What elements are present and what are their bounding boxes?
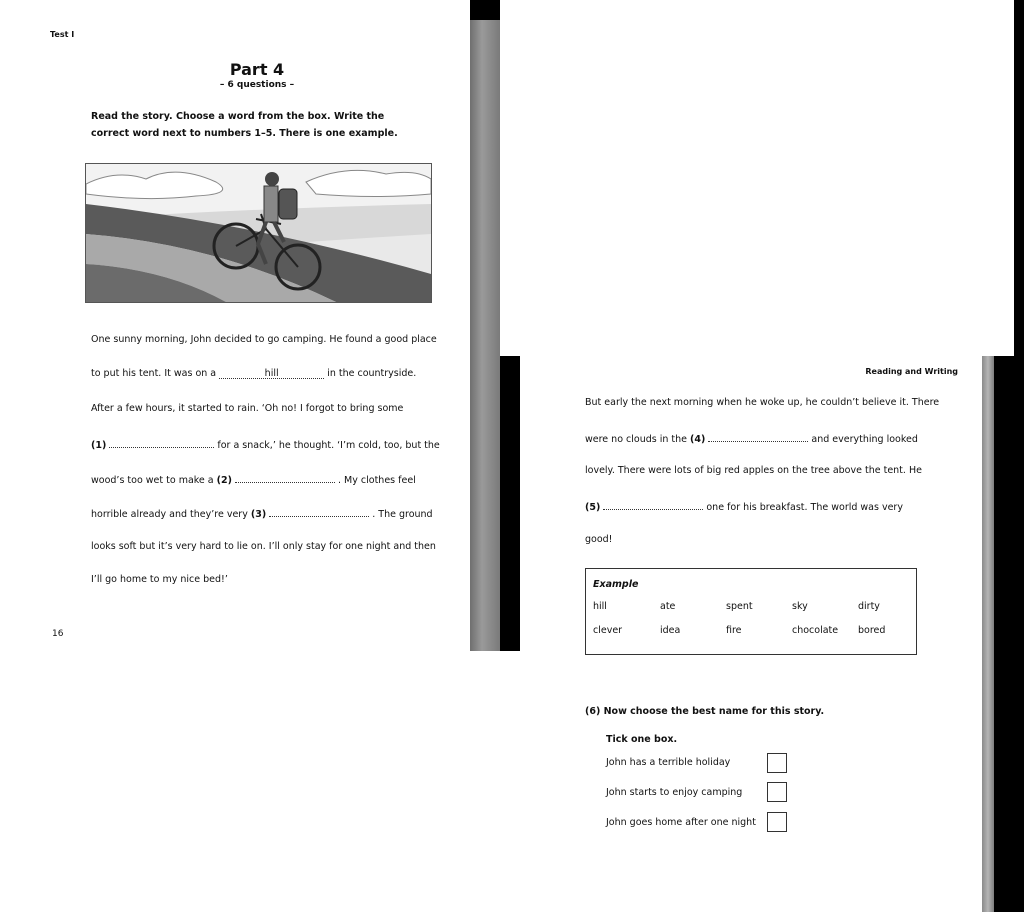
section-header: Reading and Writing — [865, 367, 958, 376]
page-number: 16 — [52, 629, 64, 639]
word-box-label: Example — [593, 579, 639, 590]
tick-box-2[interactable] — [767, 782, 787, 802]
word-box-word: hill — [593, 601, 607, 612]
answer-blank-4[interactable] — [708, 431, 808, 442]
question-number: (1) — [91, 440, 107, 451]
story-text: to put his tent. It was on a — [91, 368, 217, 379]
left-page — [0, 0, 470, 651]
story-line-6 — [91, 506, 433, 520]
story-line-5 — [91, 472, 416, 486]
word-box — [585, 568, 917, 655]
tick-box-1[interactable] — [767, 753, 787, 773]
story-line-2 — [585, 431, 918, 445]
story-text: . The ground — [372, 509, 433, 520]
book-spine — [982, 356, 994, 912]
question-number: (5) — [585, 502, 601, 513]
story-text: wood’s too wet to make a — [91, 475, 214, 486]
story-line-4 — [91, 437, 440, 451]
story-text: horrible already and they’re very — [91, 509, 248, 520]
example-answer: hill — [219, 368, 324, 379]
option-label: John has a terrible holiday — [606, 757, 731, 768]
answer-blank-1[interactable] — [109, 437, 214, 448]
story-line-2 — [91, 368, 416, 379]
story-line-1: But early the next morning when he woke up, he couldn’t believe it. There — [585, 397, 940, 408]
story-line-4 — [585, 499, 903, 513]
word-box-word: sky — [792, 601, 808, 612]
question-6-prompt: (6) Now choose the best name for this story. — [585, 706, 825, 717]
word-box-word: clever — [593, 625, 623, 636]
word-box-word: idea — [660, 625, 681, 636]
part-title: Part 4 — [229, 60, 285, 79]
word-box-word: bored — [858, 625, 886, 636]
word-box-word: chocolate — [792, 625, 839, 636]
question-number: (4) — [690, 434, 706, 445]
question-number: (3) — [250, 509, 267, 520]
word-box-word: ate — [660, 601, 676, 612]
option-label: John goes home after one night — [606, 817, 756, 828]
story-text: and everything looked — [811, 434, 918, 445]
story-text: in the countryside. — [327, 368, 417, 379]
story-line-3: After a few hours, it started to rain. ‘Oh no! I forgot to bring some — [91, 403, 404, 414]
story-text: for a snack,’ he thought. ‘I’m cold, too, but the — [217, 440, 440, 451]
cyclist-drawing — [86, 164, 431, 302]
word-box-word: spent — [726, 601, 753, 612]
test-header: Test I — [50, 30, 75, 39]
story-line-3: lovely. There were lots of big red apples on the tree above the tent. He — [585, 465, 922, 476]
story-line-5: good! — [585, 534, 613, 545]
part-subtitle: – 6 questions – — [219, 80, 295, 90]
tick-instruction: Tick one box. — [606, 734, 678, 745]
book-spine — [470, 20, 500, 651]
story-text: one for his breakfast. The world was very — [706, 502, 903, 513]
cyclist-illustration — [85, 163, 432, 303]
option-label: John starts to enjoy camping — [606, 787, 743, 798]
word-box-word: fire — [726, 625, 742, 636]
story-line-1: One sunny morning, John decided to go camping. He found a good place — [91, 334, 437, 345]
story-line-8: I’ll go home to my nice bed!’ — [91, 574, 228, 585]
word-box-word: dirty — [858, 601, 880, 612]
background-blank — [500, 0, 1014, 356]
answer-blank-2[interactable] — [235, 472, 335, 483]
story-text: were no clouds in the — [585, 434, 687, 445]
story-text: . My clothes feel — [338, 475, 416, 486]
tick-box-3[interactable] — [767, 812, 787, 832]
background-blank — [0, 651, 520, 912]
story-line-7: looks soft but it’s very hard to lie on. I’ll only stay for one night and then — [91, 541, 436, 552]
answer-blank-3[interactable] — [269, 506, 369, 517]
answer-blank-5[interactable] — [603, 499, 703, 510]
question-number: (2) — [216, 475, 232, 486]
instructions: Read the story. Choose a word from the box. Write the correct word next to numbers 1–5. There is one example. — [91, 111, 398, 139]
